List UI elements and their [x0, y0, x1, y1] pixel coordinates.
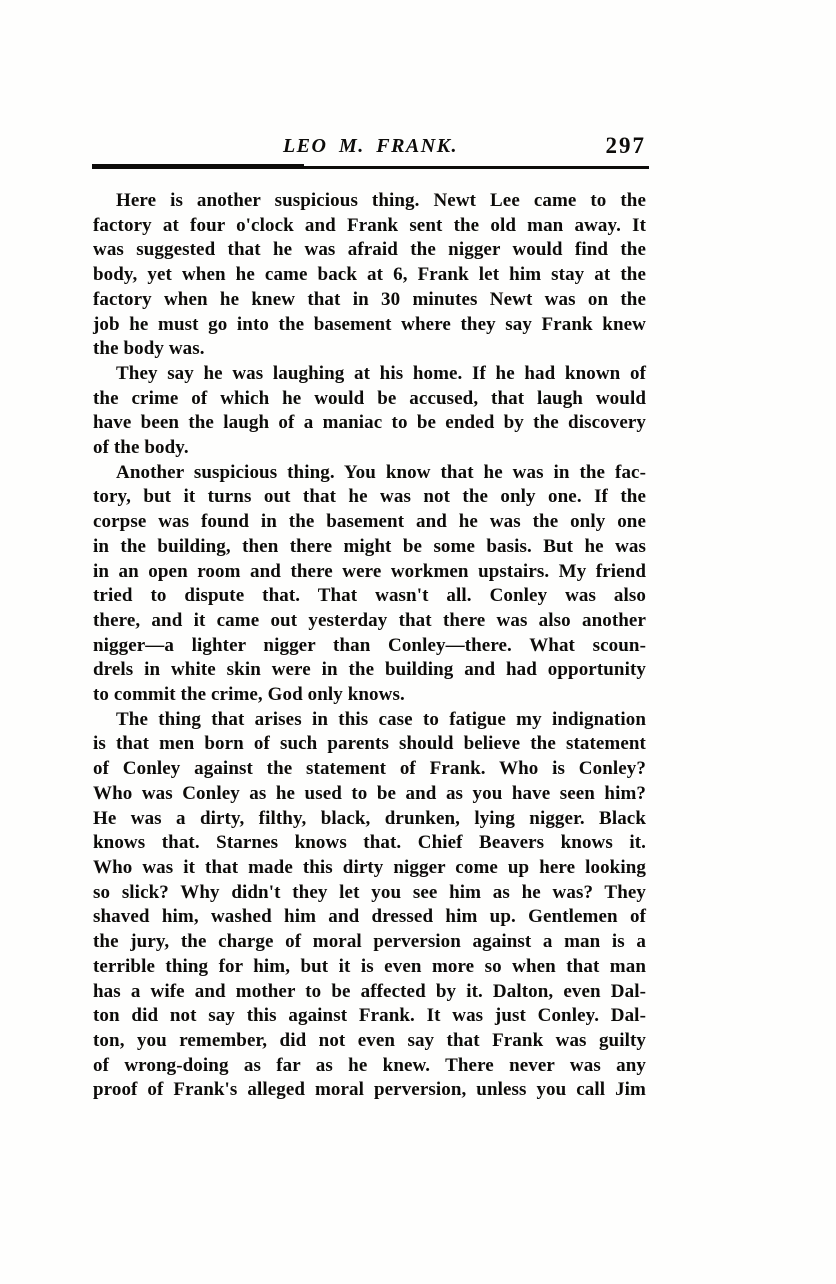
text-line: The thing that arises in this case to fatigue my indignation [116, 708, 646, 730]
text-line: proof of Frank's alleged moral perversion, unless you call Jim [93, 1079, 646, 1101]
text-line: terrible thing for him, but it is even more so when that man [93, 955, 646, 977]
text-line: factory at four o'clock and Frank sent the old man away. It [93, 214, 646, 236]
text-line: of Conley against the statement of Frank. Who is Conley? [93, 758, 646, 780]
text-line: tried to dispute that. That wasn't all. Conley was also [93, 585, 646, 607]
body-text [93, 189, 646, 1103]
text-line: ton did not say this against Frank. It was just Conley. Dal- [93, 1005, 646, 1027]
text-line: knows that. Starnes knows that. Chief Beavers knows it. [93, 832, 646, 854]
header-rule [92, 166, 649, 169]
text-line: have been the laugh of a maniac to be ended by the discovery [93, 412, 646, 434]
text-line: job he must go into the basement where they say Frank knew [93, 313, 646, 335]
text-line: Here is another suspicious thing. Newt Lee came to the [116, 190, 646, 211]
text-line: the crime of which he would be accused, that laugh would [93, 387, 646, 409]
text-line: He was a dirty, filthy, black, drunken, lying nigger. Black [93, 807, 646, 829]
page-number: 297 [605, 133, 646, 158]
text-line: to commit the crime, God only knows. [93, 684, 405, 706]
text-line: so slick? Why didn't they let you see him as he was? They [93, 881, 646, 903]
text-line: They say he was laughing at his home. If he had known of [116, 362, 646, 384]
text-line: was suggested that he was afraid the nigger would find the [93, 239, 646, 261]
text-line: drels in white skin were in the building and had opportunity [93, 659, 646, 681]
text-line: in an open room and there were workmen upstairs. My friend [93, 560, 646, 582]
text-line: factory when he knew that in 30 minutes Newt was on the [93, 288, 646, 310]
text-line: the jury, the charge of moral perversion against a man is a [93, 931, 646, 953]
text-line: there, and it came out yesterday that there was also another [93, 609, 646, 631]
text-line: corpse was found in the basement and he was the only one [93, 511, 646, 533]
paragraph [93, 461, 646, 708]
text-line: tory, but it turns out that he was not the only one. If the [93, 486, 646, 508]
text-line: of wrong-doing as far as he knew. There never was any [93, 1054, 646, 1076]
text-line: nigger—a lighter nigger than Conley—there. What scoun- [93, 634, 646, 656]
text-line: shaved him, washed him and dressed him up. Gentlemen of [93, 906, 646, 928]
text-line: Who was it that made this dirty nigger come up here looking [93, 856, 646, 878]
text-line: body, yet when he came back at 6, Frank let him stay at the [93, 264, 646, 286]
paragraph [93, 189, 646, 362]
paragraph [93, 708, 646, 1103]
paragraph [93, 362, 646, 461]
text-line: is that men born of such parents should believe the statement [93, 733, 646, 755]
text-line: has a wife and mother to be affected by it. Dalton, even Dal- [93, 980, 646, 1002]
text-line: ton, you remember, did not even say that Frank was guilty [93, 1029, 646, 1051]
text-line: of the body. [93, 437, 189, 459]
text-line: the body was. [93, 338, 205, 360]
page-title: LEO M. FRANK. [282, 135, 459, 157]
running-header [93, 133, 648, 161]
text-line: Who was Conley as he used to be and as you have seen him? [93, 782, 646, 804]
text-line: in the building, then there might be some basis. But he was [93, 535, 646, 557]
text-line: Another suspicious thing. You know that he was in the fac- [116, 461, 646, 483]
